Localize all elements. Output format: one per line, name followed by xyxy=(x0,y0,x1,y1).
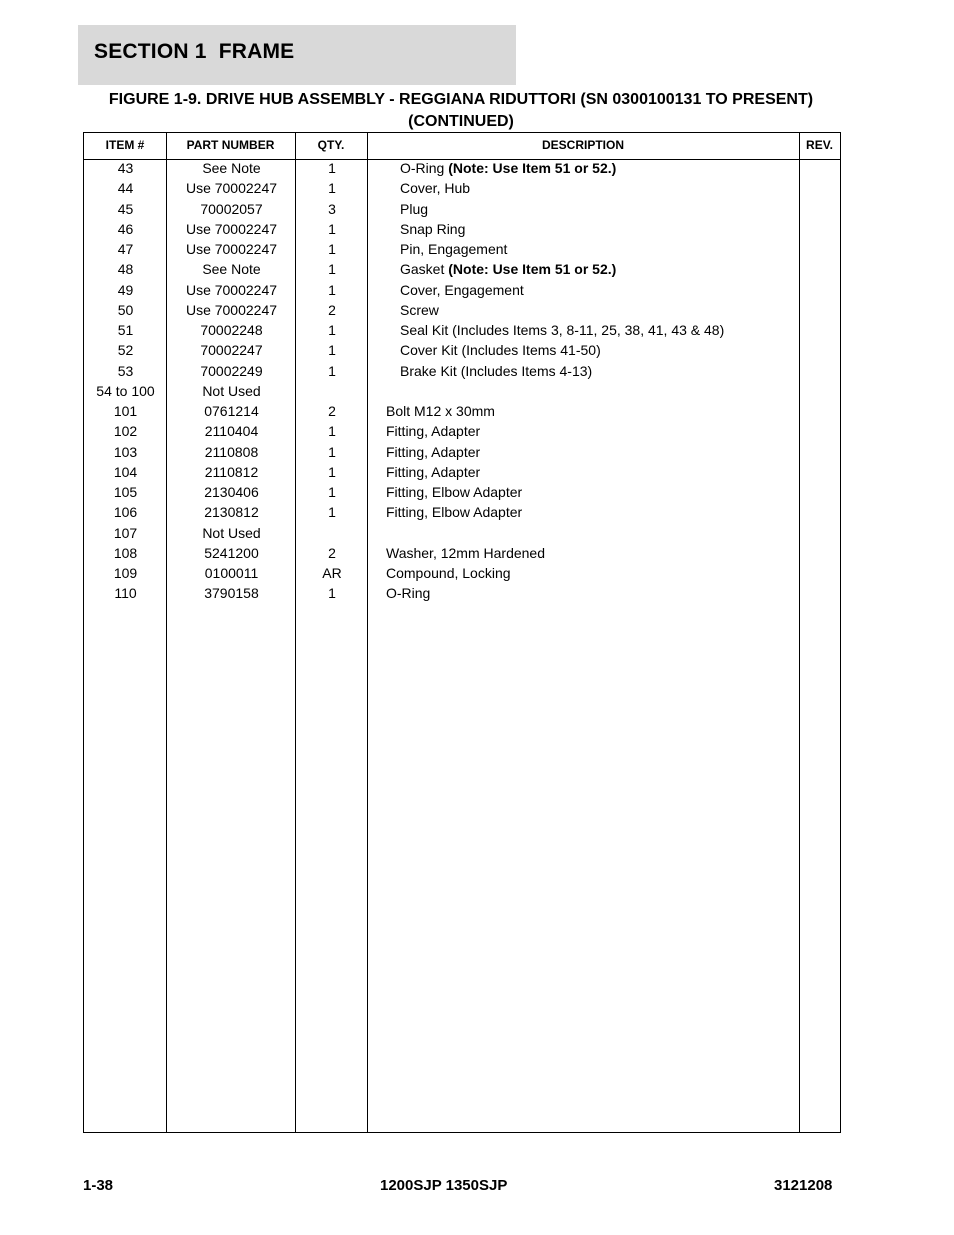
item-number: 110 xyxy=(114,585,137,602)
table-row xyxy=(84,320,840,340)
part-number: Use 70002247 xyxy=(185,281,278,298)
item-number: 52 xyxy=(117,342,134,359)
table-row xyxy=(84,158,840,178)
header-qty: QTY. xyxy=(317,138,345,152)
table-row xyxy=(84,259,840,279)
table-row xyxy=(84,340,840,360)
description xyxy=(400,280,524,300)
model-name: 1200SJP 1350SJP xyxy=(380,1177,508,1194)
item-number: 101 xyxy=(113,403,138,419)
table-row xyxy=(84,462,840,482)
item-number: 109 xyxy=(113,565,138,581)
quantity: AR xyxy=(322,565,342,581)
description xyxy=(386,482,522,502)
item-number: 103 xyxy=(113,443,138,460)
description-text: Seal Kit (Includes Items 3, 8-11, 25, 38, 41, 43 & 48) xyxy=(400,322,725,338)
part-number: 70002248 xyxy=(200,322,263,338)
description-note: (Note: Use Item 51 or 52.) xyxy=(448,160,617,176)
header-description: DESCRIPTION xyxy=(541,138,624,152)
description-text: O-Ring xyxy=(400,160,449,176)
description-text: Cover Kit (Includes Items 41-50) xyxy=(400,342,601,359)
part-number: See Note xyxy=(202,160,261,176)
table-row xyxy=(84,442,840,462)
item-number: 106 xyxy=(113,504,138,521)
quantity: 1 xyxy=(328,342,336,359)
item-number: 108 xyxy=(113,544,138,561)
description-text: Fitting, Adapter xyxy=(386,443,481,460)
description-text: Compound, Locking xyxy=(386,565,511,581)
table-row xyxy=(84,239,840,259)
description-text: Brake Kit (Includes Items 4-13) xyxy=(400,362,593,379)
quantity: 2 xyxy=(328,301,336,318)
description-text: Plug xyxy=(400,200,429,217)
quantity: 1 xyxy=(328,241,336,257)
description xyxy=(400,259,616,279)
part-number: Use 70002247 xyxy=(185,241,278,257)
part-number: See Note xyxy=(202,261,261,278)
quantity: 1 xyxy=(328,180,336,197)
description-text: Fitting, Adapter xyxy=(386,423,481,440)
quantity: 1 xyxy=(328,220,336,237)
table-row xyxy=(84,401,840,421)
description-text: Screw xyxy=(400,301,439,318)
item-number: 54 to 100 xyxy=(96,382,155,399)
description xyxy=(386,502,522,522)
part-number: 70002057 xyxy=(200,200,263,217)
page-number: 1-38 xyxy=(83,1177,114,1194)
item-number: 46 xyxy=(117,220,134,237)
quantity: 1 xyxy=(328,281,336,298)
description xyxy=(386,563,511,583)
item-number: 51 xyxy=(117,322,134,338)
description xyxy=(400,320,724,340)
quantity: 3 xyxy=(328,200,336,217)
quantity: 1 xyxy=(328,261,336,278)
part-number: Not Used xyxy=(202,382,261,399)
item-number: 53 xyxy=(117,362,134,379)
table-row xyxy=(84,543,840,563)
description-text: Cover, Engagement xyxy=(400,281,524,298)
part-number: 70002247 xyxy=(200,342,263,359)
part-number: 2110812 xyxy=(204,463,259,480)
description xyxy=(386,421,480,441)
part-number: 2130406 xyxy=(204,484,259,500)
description-text: Fitting, Adapter xyxy=(386,463,481,480)
part-number: 2130812 xyxy=(204,504,259,521)
description xyxy=(400,239,507,259)
description-text: Pin, Engagement xyxy=(400,241,508,257)
item-number: 102 xyxy=(113,423,138,440)
table-row xyxy=(84,421,840,441)
description xyxy=(386,442,480,462)
quantity: 1 xyxy=(328,463,336,480)
document-number: 3121208 xyxy=(774,1177,833,1194)
quantity: 1 xyxy=(328,423,336,440)
description-text: Washer, 12mm Hardened xyxy=(386,544,545,561)
description xyxy=(386,401,495,421)
header-part-number: PART NUMBER xyxy=(186,138,275,152)
part-number: Not Used xyxy=(202,524,261,541)
description-text: Bolt M12 x 30mm xyxy=(386,403,495,419)
quantity: 1 xyxy=(328,484,336,500)
table-row xyxy=(84,381,840,401)
section-header xyxy=(78,25,516,85)
item-number: 105 xyxy=(113,484,138,500)
table-row xyxy=(84,583,840,603)
item-number: 43 xyxy=(117,160,134,176)
header-rev: REV. xyxy=(806,138,833,152)
description-text: Snap Ring xyxy=(400,220,466,237)
part-number: Use 70002247 xyxy=(185,180,278,197)
quantity: 1 xyxy=(328,585,336,602)
table-row xyxy=(84,482,840,502)
description xyxy=(400,199,428,219)
description xyxy=(400,361,592,381)
item-number: 47 xyxy=(117,241,134,257)
table-row xyxy=(84,502,840,522)
description-text: Gasket xyxy=(400,261,449,278)
part-number: 2110808 xyxy=(204,443,259,460)
quantity: 1 xyxy=(328,160,336,176)
description xyxy=(386,583,430,603)
quantity: 1 xyxy=(328,322,336,338)
item-number: 49 xyxy=(117,281,134,298)
table-row xyxy=(84,280,840,300)
description-text: O-Ring xyxy=(386,585,431,602)
description xyxy=(400,219,465,239)
quantity: 2 xyxy=(328,544,336,561)
part-number: 0761214 xyxy=(204,403,259,419)
parts-table xyxy=(83,132,841,1133)
part-number: 2110404 xyxy=(204,423,259,440)
part-number: Use 70002247 xyxy=(185,220,278,237)
description-text: Cover, Hub xyxy=(400,180,471,197)
description xyxy=(400,178,470,198)
section-title: SECTION 1 FRAME xyxy=(94,40,295,63)
header-item: ITEM # xyxy=(105,138,145,152)
quantity: 1 xyxy=(328,443,336,460)
part-number: 3790158 xyxy=(204,585,259,602)
figure-title: FIGURE 1-9. DRIVE HUB ASSEMBLY - REGGIANA RIDUTTORI (SN 0300100131 TO PRESENT) xyxy=(108,91,814,108)
table-row xyxy=(84,361,840,381)
figure-title-continued: (CONTINUED) xyxy=(408,113,514,130)
description-text: Fitting, Elbow Adapter xyxy=(386,504,523,521)
quantity: 1 xyxy=(328,362,336,379)
quantity: 2 xyxy=(328,403,336,419)
description-note: (Note: Use Item 51 or 52.) xyxy=(448,261,617,278)
item-number: 45 xyxy=(117,200,134,217)
description xyxy=(400,340,601,360)
table-row xyxy=(84,219,840,239)
table-row xyxy=(84,300,840,320)
description-text: Fitting, Elbow Adapter xyxy=(386,484,523,500)
item-number: 104 xyxy=(113,463,138,480)
table-row xyxy=(84,563,840,583)
item-number: 44 xyxy=(117,180,134,197)
item-number: 50 xyxy=(117,301,134,318)
quantity: 1 xyxy=(328,504,336,521)
part-number: 70002249 xyxy=(200,362,263,379)
part-number: 0100011 xyxy=(204,565,259,581)
description xyxy=(386,462,480,482)
item-number: 107 xyxy=(113,524,138,541)
description xyxy=(386,543,545,563)
description xyxy=(400,300,439,320)
part-number: 5241200 xyxy=(204,544,259,561)
table-row xyxy=(84,178,840,198)
part-number: Use 70002247 xyxy=(185,301,278,318)
description xyxy=(400,158,616,178)
table-row xyxy=(84,523,840,543)
item-number: 48 xyxy=(117,261,134,278)
table-row xyxy=(84,199,840,219)
